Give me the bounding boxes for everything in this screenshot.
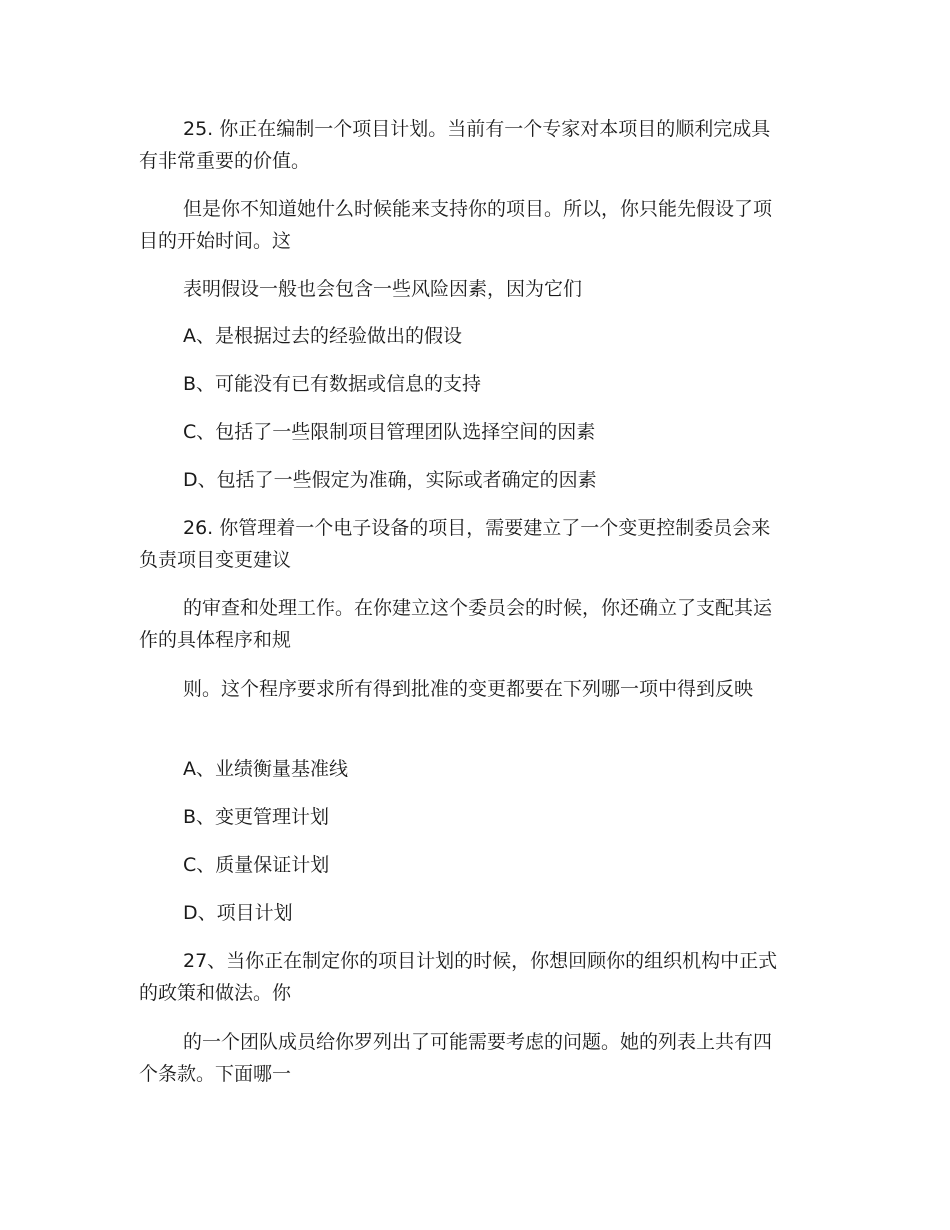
question-27-stem-part-2: 的一个团队成员给你罗列出了可能需要考虑的问题。她的列表上共有四个条款。下面哪一 [139,1031,773,1085]
question-25-option-d: D、包括了一些假定为准确，实际或者确定的因素 [183,469,597,491]
question-25-stem-part-1: 25. 你正在编制一个项目计划。当前有一个专家对本项目的顺利完成具有非常重要的价值。 [139,118,771,172]
question-26-option-a: A、业绩衡量基准线 [183,758,348,780]
question-27-stem-part-1: 27、当你正在制定你的项目计划的时候，你想回顾你的组织机构中正式的政策和做法。你 [139,950,778,1004]
question-25-option-b: B、可能没有已有数据或信息的支持 [183,373,482,395]
question-26-option-b: B、变更管理计划 [183,806,330,828]
question-26-option-d: D、项目计划 [183,902,293,924]
question-25-option-c: C、包括了一些限制项目管理团队选择空间的因素 [183,421,596,443]
question-26-option-c: C、质量保证计划 [183,854,330,876]
question-25-option-a: A、是根据过去的经验做出的假设 [183,325,462,347]
question-25-stem-part-3: 表明假设一般也会包含一些风险因素，因为它们 [183,278,583,300]
question-26-stem-part-2: 的审查和处理工作。在你建立这个委员会的时候，你还确立了支配其运作的具体程序和规 [139,597,773,651]
question-26-stem-part-3: 则。这个程序要求所有得到批准的变更都要在下列哪一项中得到反映 [183,678,754,700]
question-25-stem-part-2: 但是你不知道她什么时候能来支持你的项目。所以，你只能先假设了项目的开始时间。这 [139,198,773,252]
question-26-stem-part-1: 26. 你管理着一个电子设备的项目，需要建立了一个变更控制委员会来负责项目变更建议 [139,517,771,571]
